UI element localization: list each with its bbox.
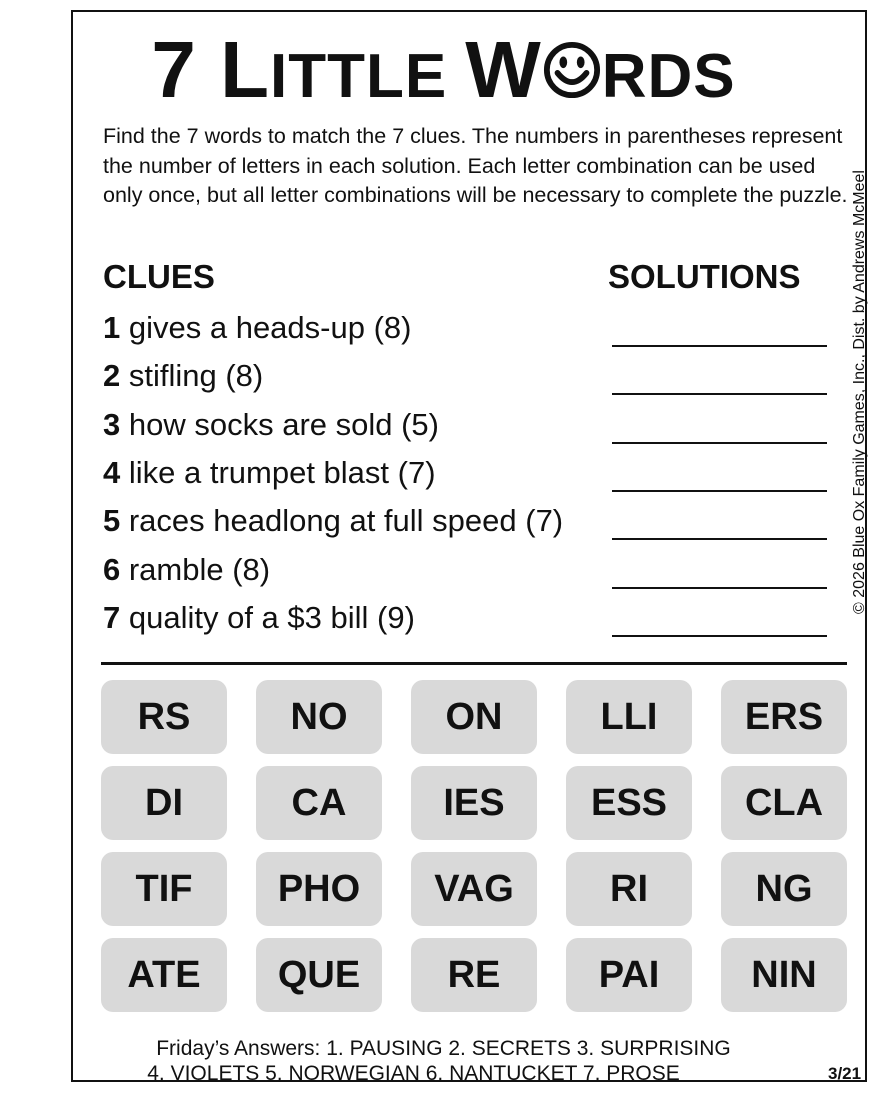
instructions-text: Find the 7 words to match the 7 clues. The numbers in parentheses represent the number of letters in each solution. Each letter combination can be used only once, but all letter combinations will be necessary to complete the puzzle. <box>103 124 848 207</box>
copyright-credit: © 2026 Blue Ox Family Games, Inc., Dist. by Andrews McMeel <box>851 170 868 614</box>
letter-tile[interactable]: CA <box>256 766 382 840</box>
solution-blank-7[interactable] <box>612 635 827 637</box>
letter-tile[interactable]: PHO <box>256 852 382 926</box>
clue-text: ramble (8) <box>120 551 271 587</box>
clue-number: 2 <box>103 358 121 394</box>
clue-4 <box>103 455 436 491</box>
title-letter-l: L <box>220 25 270 114</box>
puzzle-date: 3/21 <box>828 1064 862 1083</box>
letter-tile[interactable]: RS <box>101 680 227 754</box>
letter-tile[interactable]: LLI <box>566 680 692 754</box>
clue-number: 7 <box>103 599 121 635</box>
solution-blank-4[interactable] <box>612 490 827 492</box>
letter-tile[interactable]: RI <box>566 852 692 926</box>
solution-blank-6[interactable] <box>612 587 827 589</box>
solutions-heading: SOLUTIONS <box>608 258 801 295</box>
letter-tile[interactable]: VAG <box>411 852 537 926</box>
puzzle-title <box>0 25 887 119</box>
clue-number: 3 <box>103 406 121 442</box>
previous-answers-line-1: Friday’s Answers: 1. PAUSING 2. SECRETS 3. SURPRISING <box>156 1037 731 1060</box>
clue-text: races headlong at full speed (7) <box>120 503 564 539</box>
title-number: 7 <box>151 25 221 114</box>
clue-text: stifling (8) <box>120 358 264 394</box>
letter-tile[interactable]: NIN <box>721 938 847 1012</box>
clue-3 <box>103 407 439 443</box>
letter-tile[interactable]: NG <box>721 852 847 926</box>
clue-6 <box>103 552 270 588</box>
clue-7 <box>103 600 415 636</box>
letter-tile[interactable]: NO <box>256 680 382 754</box>
solution-blank-5[interactable] <box>612 538 827 540</box>
letter-tile[interactable]: ERS <box>721 680 847 754</box>
solution-blank-1[interactable] <box>612 345 827 347</box>
letter-tile[interactable]: IES <box>411 766 537 840</box>
clue-number: 1 <box>103 310 121 345</box>
clue-number: 6 <box>103 551 121 587</box>
letter-tiles-grid <box>101 680 849 1012</box>
previous-answers-line-2: 4. VIOLETS 5. NORWEGIAN 6. NANTUCKET 7. PROSE <box>147 1062 680 1085</box>
letter-tile[interactable]: ON <box>411 680 537 754</box>
clue-5 <box>103 503 563 539</box>
letter-tile[interactable]: ESS <box>566 766 692 840</box>
clue-text: quality of a $3 bill (9) <box>120 599 415 635</box>
clues-heading: CLUES <box>103 258 215 295</box>
clue-number: 4 <box>103 454 121 490</box>
solution-blank-2[interactable] <box>612 393 827 395</box>
letter-tile[interactable]: PAI <box>566 938 692 1012</box>
clue-text: gives a heads-up (8) <box>120 310 412 345</box>
clue-text: how socks are sold (5) <box>120 406 439 442</box>
title-letter-w: W <box>465 25 542 114</box>
smiley-face-icon <box>543 41 601 99</box>
letter-tile[interactable]: ATE <box>101 938 227 1012</box>
clue-text: like a trumpet blast (7) <box>120 454 436 490</box>
letter-tile[interactable]: QUE <box>256 938 382 1012</box>
clue-number: 5 <box>103 503 121 539</box>
letter-tile[interactable]: CLA <box>721 766 847 840</box>
clue-2 <box>103 358 263 394</box>
solution-blank-3[interactable] <box>612 442 827 444</box>
letter-tile[interactable]: TIF <box>101 852 227 926</box>
title-rds: RDS <box>601 42 736 111</box>
letter-tile[interactable]: DI <box>101 766 227 840</box>
clue-1 <box>103 310 411 346</box>
letter-tile[interactable]: RE <box>411 938 537 1012</box>
divider-rule <box>101 662 847 665</box>
title-ittle: ITTLE <box>269 42 448 111</box>
